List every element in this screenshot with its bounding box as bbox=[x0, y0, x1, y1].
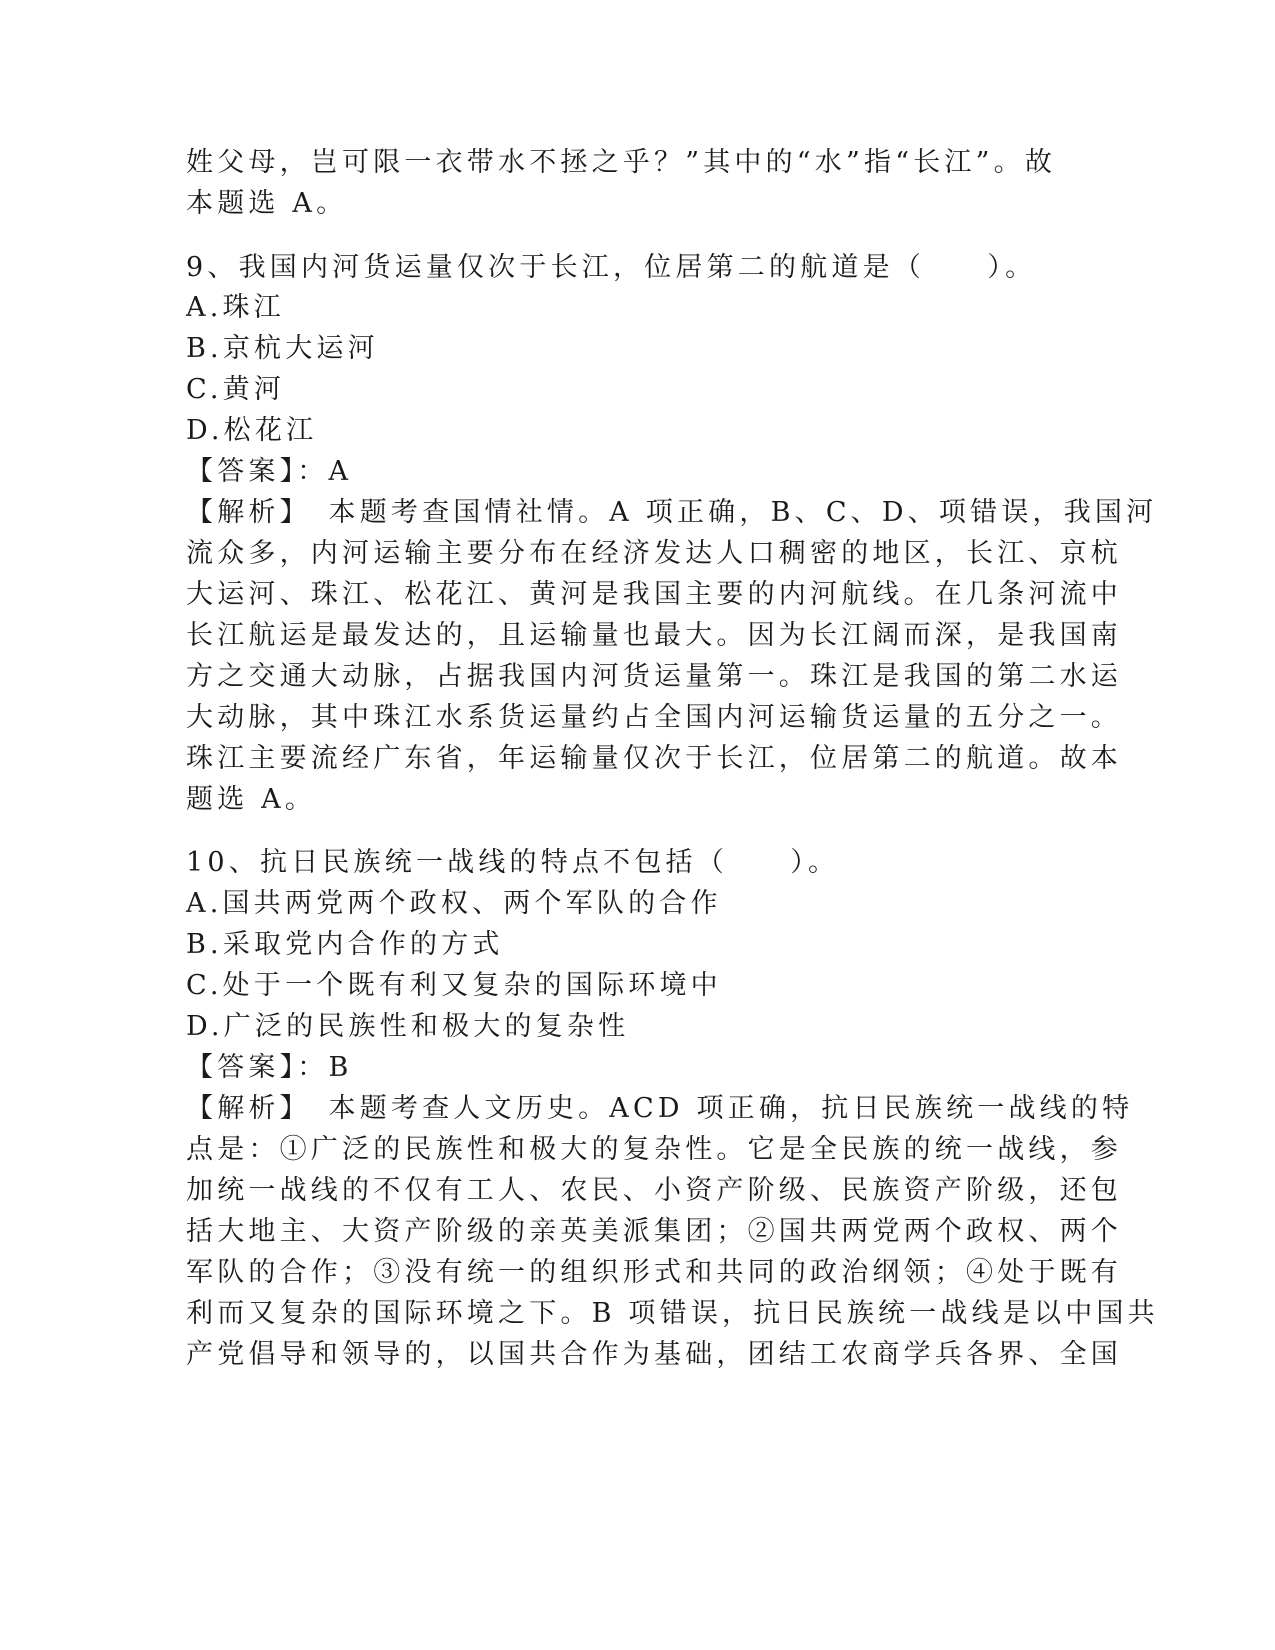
question-10-analysis-line: 产党倡导和领导的，以国共合作为基础，团结工农商学兵各界、全国 bbox=[186, 1339, 1122, 1370]
question-9-option-c: C.黄河 bbox=[186, 374, 286, 405]
prev-analysis-line: 姓父母，岂可限一衣带水不拯之乎？”其中的“水”指“长江”。故 bbox=[186, 147, 1057, 178]
question-9-analysis-line: 珠江主要流经广东省，年运输量仅次于长江，位居第二的航道。故本 bbox=[186, 743, 1122, 774]
question-10-analysis-line: 加统一战线的不仅有工人、农民、小资产阶级、民族资产阶级，还包 bbox=[186, 1175, 1122, 1206]
question-10-option-a: A.国共两党两个政权、两个军队的合作 bbox=[186, 888, 722, 919]
question-9-option-d: D.松花江 bbox=[186, 415, 318, 446]
question-9-analysis-line: 【解析】 本题考查国情社情。A 项正确，B、C、D、项错误，我国河 bbox=[186, 497, 1158, 528]
question-10-option-d: D.广泛的民族性和极大的复杂性 bbox=[186, 1011, 630, 1042]
question-10-analysis-line: 【解析】 本题考查人文历史。ACD 项正确，抗日民族统一战线的特 bbox=[186, 1093, 1134, 1124]
question-10-analysis-line: 点是：①广泛的民族性和极大的复杂性。它是全民族的统一战线，参 bbox=[186, 1134, 1122, 1165]
question-9-option-a: A.珠江 bbox=[186, 292, 285, 323]
question-10-option-c: C.处于一个既有利又复杂的国际环境中 bbox=[186, 970, 722, 1001]
question-10-analysis-line: 括大地主、大资产阶级的亲英美派集团；②国共两党两个政权、两个 bbox=[186, 1216, 1122, 1247]
question-9-option-b: B.京杭大运河 bbox=[186, 333, 379, 364]
question-9-answer: 【答案】：A bbox=[186, 456, 353, 487]
question-9-analysis-line: 大动脉，其中珠江水系货运量约占全国内河运输货运量的五分之一。 bbox=[186, 702, 1122, 733]
question-10-answer: 【答案】：B bbox=[186, 1052, 353, 1083]
question-10-option-b: B.采取党内合作的方式 bbox=[186, 929, 504, 960]
question-9-analysis-line: 长江航运是最发达的，且运输量也最大。因为长江阔而深，是我国南 bbox=[186, 620, 1122, 651]
prev-analysis-line: 本题选 A。 bbox=[186, 188, 348, 219]
question-9-analysis-line: 流众多，内河运输主要分布在经济发达人口稠密的地区，长江、京杭 bbox=[186, 538, 1122, 569]
question-10-stem: 10、抗日民族统一战线的特点不包括（ ）。 bbox=[186, 847, 840, 878]
question-10-analysis-line: 利而又复杂的国际环境之下。B 项错误，抗日民族统一战线是以中国共 bbox=[186, 1298, 1159, 1329]
question-9-analysis-line: 方之交通大动脉，占据我国内河货运量第一。珠江是我国的第二水运 bbox=[186, 661, 1122, 692]
question-9-analysis-line: 题选 A。 bbox=[186, 784, 317, 815]
question-9-analysis-line: 大运河、珠江、松花江、黄河是我国主要的内河航线。在几条河流中 bbox=[186, 579, 1122, 610]
question-9-stem: 9、我国内河货运量仅次于长江，位居第二的航道是（ ）。 bbox=[186, 252, 1037, 283]
question-10-analysis-line: 军队的合作；③没有统一的组织形式和共同的政治纲领；④处于既有 bbox=[186, 1257, 1122, 1288]
